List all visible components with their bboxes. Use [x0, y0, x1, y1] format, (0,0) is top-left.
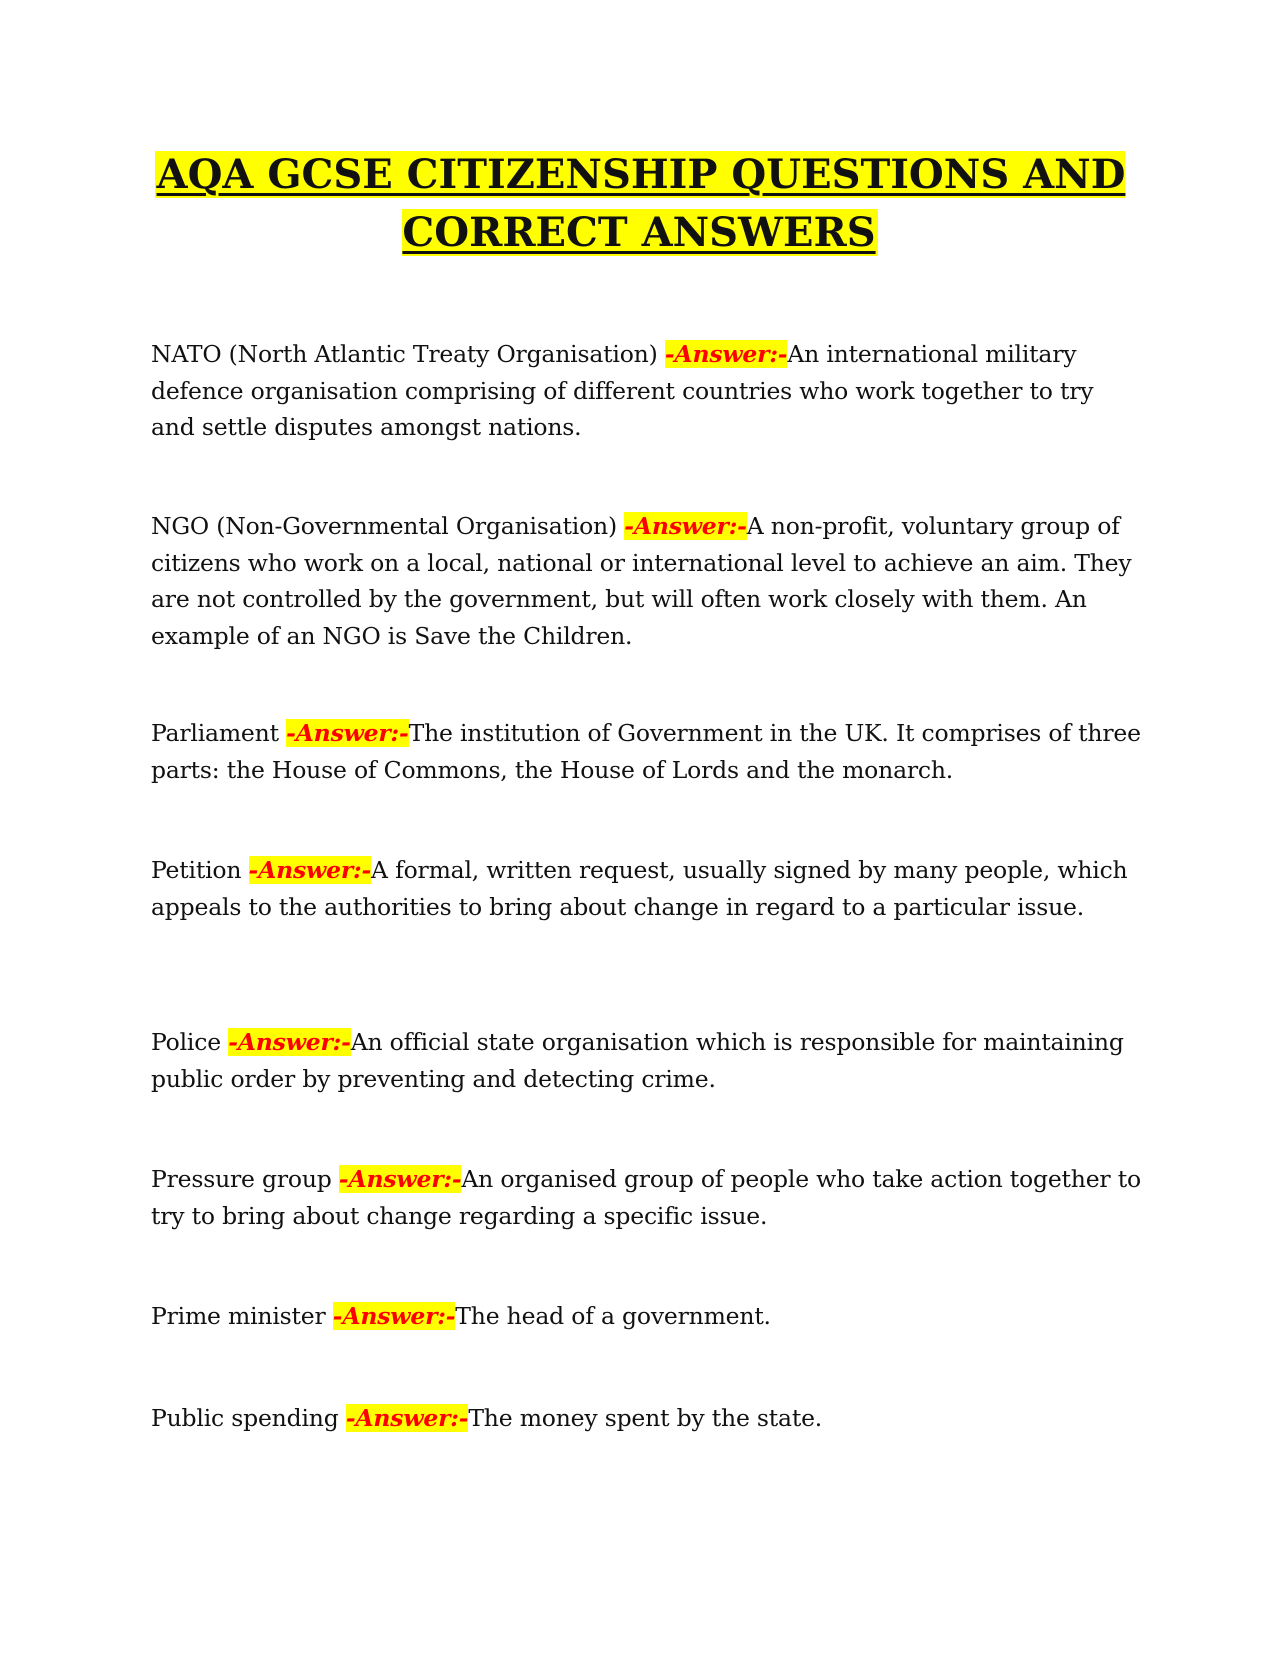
qa-entry-ngo — [151, 508, 1141, 654]
document-title-text: AQA GCSE CITIZENSHIP QUESTIONS AND CORRECT ANSWERS — [156, 151, 1126, 256]
answer-marker: -Answer:- — [286, 719, 409, 747]
entry-answer: The institution of Government in the UK. It comprises of three parts: the House of Commons, the House of Lords and the monarch. — [151, 719, 1141, 784]
entry-term: Prime minister — [151, 1302, 333, 1330]
entry-answer: A formal, written request, usually signed by many people, which appeals to the authorities to bring about change in regard to a particular issue. — [151, 856, 1128, 921]
entry-term: Public spending — [151, 1404, 346, 1432]
qa-entry-police — [151, 1024, 1141, 1097]
entry-term: Parliament — [151, 719, 287, 747]
answer-marker: -Answer:- — [228, 1028, 351, 1056]
qa-entry-public-spending — [151, 1400, 1141, 1437]
entry-answer: The head of a government. — [455, 1302, 771, 1330]
entry-term: Petition — [151, 856, 249, 884]
entry-answer: A non-profit, voluntary group of citizens who work on a local, national or international level to achieve an aim. They are not controlled by the government, but will often work closely with them. An example of an NGO is Save the Children. — [151, 512, 1132, 650]
entry-term: Police — [151, 1028, 229, 1056]
qa-entry-nato — [151, 336, 1141, 446]
answer-marker: -Answer:- — [248, 856, 372, 884]
entry-answer: An international military defence organisation comprising of different countries who work together to try and settle disputes amongst nations. — [151, 340, 1094, 441]
qa-entry-prime-minister — [151, 1298, 1141, 1335]
answer-marker: -Answer:- — [664, 340, 788, 368]
entry-term: Pressure group — [151, 1165, 339, 1193]
entry-term: NATO (North Atlantic Treaty Organisation) — [151, 340, 665, 368]
answer-marker: -Answer:- — [332, 1302, 456, 1330]
answer-marker: -Answer:- — [624, 512, 747, 540]
entry-answer: An organised group of people who take action together to try to bring about change regarding a specific issue. — [151, 1165, 1141, 1230]
qa-entry-petition — [151, 852, 1141, 925]
answer-marker: -Answer:- — [345, 1404, 469, 1432]
entry-answer: An official state organisation which is responsible for maintaining public order by preventing and detecting crime. — [151, 1028, 1124, 1093]
document-title — [150, 146, 1130, 262]
answer-marker: -Answer:- — [338, 1165, 462, 1193]
entry-answer: The money spent by the state. — [468, 1404, 823, 1432]
entry-term: NGO (Non-Governmental Organisation) — [151, 512, 625, 540]
qa-entry-pressure-group — [151, 1161, 1141, 1234]
qa-entry-parliament — [151, 715, 1141, 788]
